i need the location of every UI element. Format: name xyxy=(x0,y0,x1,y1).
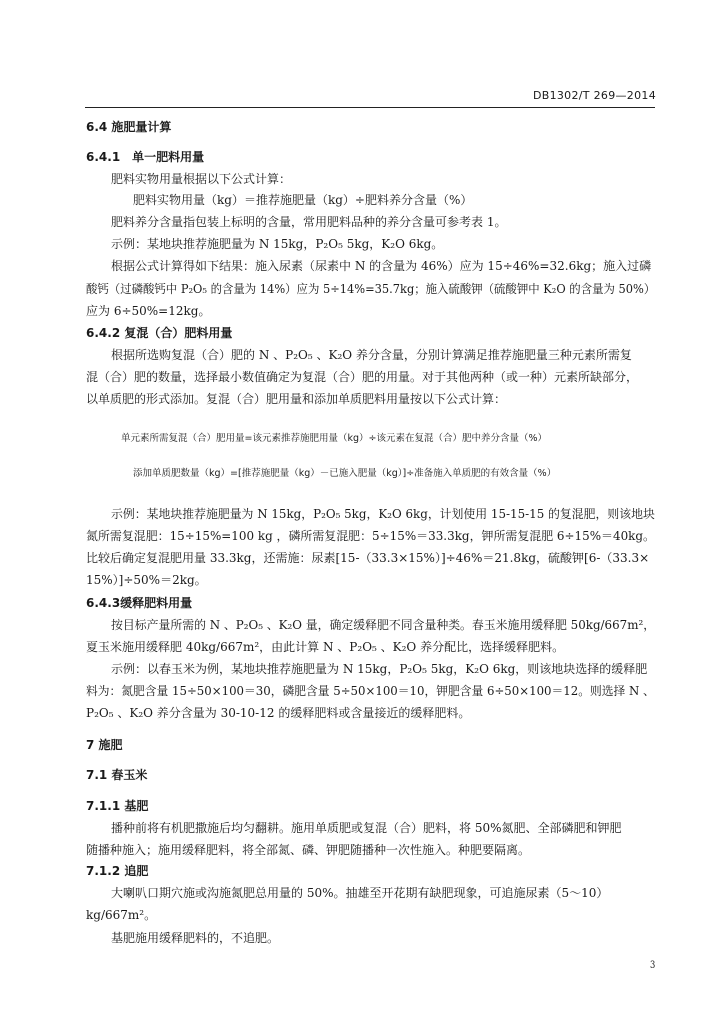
example-line: 比较后确定复混肥用量 33.3kg，还需施：尿素[15-（33.3×15%）]÷46%＝21.8kg，硫酸钾[6-（33.3× xyxy=(86,551,650,565)
paragraph-line: 播种前将有机肥撒施后均匀翻耕。施用单质肥或复混（合）肥料，将 50%氮肥、全部磷肥和钾肥 xyxy=(111,821,622,835)
section-7-1-2-title: 7.1.2 追肥 xyxy=(86,864,149,878)
paragraph-line: 肥料实物用量根据以下公式计算： xyxy=(111,172,292,186)
paragraph-line: kg/667m²。 xyxy=(86,908,157,922)
paragraph-line: 大喇叭口期穴施或沟施氮肥总用量的 50%。抽雄至开花期有缺肥现象，可追施尿素（5～10） xyxy=(111,886,609,900)
example-line: 15%）]÷50%＝2kg。 xyxy=(86,573,207,587)
standard-code: DB1302/T 269—2014 xyxy=(532,89,656,102)
formula-line: 单元素所需复混（合）肥用量=该元素推荐施肥用量（kg）÷该元素在复混（合）肥中养分含量（%） xyxy=(121,433,547,444)
example-line: P₂O₅ 、K₂O 养分含量为 30-10-12 的缓释肥料或含量接近的缓释肥料。 xyxy=(86,706,471,720)
paragraph-line: 按目标产量所需的 N 、P₂O₅ 、K₂O 量，确定缓释肥不同含量种类。春玉米施用缓释肥 50kg/667m²， xyxy=(111,618,656,632)
example-line: 示例：某地块推荐施肥量为 N 15kg，P₂O₅ 5kg，K₂O 6kg。 xyxy=(111,237,444,251)
paragraph-line: 肥料养分含量指包装上标明的含量，常用肥料品种的养分含量可参考表 1。 xyxy=(111,215,507,229)
example-line: 氮所需复混肥：15÷15%=100 kg ，磷所需复混肥：5÷15%＝33.3kg，钾所需复混肥 6÷15%＝40kg。 xyxy=(86,529,656,543)
page-number: 3 xyxy=(650,960,656,971)
paragraph-line: 根据公式计算得如下结果：施入尿素（尿素中 N 的含量为 46%）应为 15÷46%=32.6kg；施入过磷 xyxy=(111,259,652,273)
paragraph-line: 以单质肥的形式添加。复混（合）肥用量和添加单质肥料用量按以下公式计算： xyxy=(86,392,507,406)
section-6-4-3-title: 6.4.3缓释肥料用量 xyxy=(86,596,193,610)
header-rule xyxy=(85,107,655,108)
paragraph-line: 基肥施用缓释肥料的，不追肥。 xyxy=(111,931,280,945)
section-7-1-1-title: 7.1.1 基肥 xyxy=(86,799,149,813)
paragraph-line: 酸钙（过磷酸钙中 P₂O₅ 的含量为 14%）应为 5÷14%=35.7kg；施入硫酸钾（硫酸钾中 K₂O 的含量为 50%） xyxy=(86,282,656,296)
example-line: 示例：以春玉米为例，某地块推荐施肥量为 N 15kg，P₂O₅ 5kg，K₂O 6kg，则该地块选择的缓释肥 xyxy=(111,662,648,676)
section-6-4-1-title: 6.4.1 单一肥料用量 xyxy=(86,150,205,164)
paragraph-line: 随播种施入；施用缓释肥料，将全部氮、磷、钾肥随播种一次性施入。种肥要隔离。 xyxy=(86,843,531,857)
section-7-title: 7 施肥 xyxy=(86,738,123,752)
paragraph-line: 应为 6÷50%=12kg。 xyxy=(86,304,211,318)
section-6-4-title: 6.4 施肥量计算 xyxy=(86,120,172,134)
formula-line: 添加单质肥数量（kg）=[推荐施肥量（kg）－已施入肥量（kg）]÷准备施入单质肥的有效含量（%） xyxy=(133,468,557,479)
paragraph-line: 混（合）肥的数量，选择最小数值确定为复混（合）肥的用量。对于其他两种（或一种）元素所缺部分， xyxy=(86,370,639,384)
section-7-1-title: 7.1 春玉米 xyxy=(86,768,148,782)
section-6-4-2-title: 6.4.2 复混（合）肥料用量 xyxy=(86,326,233,340)
example-line: 示例：某地块推荐施肥量为 N 15kg，P₂O₅ 5kg，K₂O 6kg，计划使用 15-15-15 的复混肥，则该地块 xyxy=(111,507,655,521)
paragraph-line: 夏玉米施用缓释肥 40kg/667m²，由此计算 N 、P₂O₅ 、K₂O 养分配比，选择缓释肥料。 xyxy=(86,640,565,654)
formula-line: 肥料实物用量（kg）＝推荐施肥量（kg）÷肥料养分含量（%） xyxy=(133,193,473,207)
example-line: 料为：氮肥含量 15÷50×100＝30，磷肥含量 5÷50×100＝10，钾肥含量 6÷50×100＝12。则选择 N 、 xyxy=(86,684,655,698)
paragraph-line: 根据所选购复混（合）肥的 N 、P₂O₅ 、K₂O 养分含量，分别计算满足推荐施肥量三种元素所需复 xyxy=(111,348,632,362)
